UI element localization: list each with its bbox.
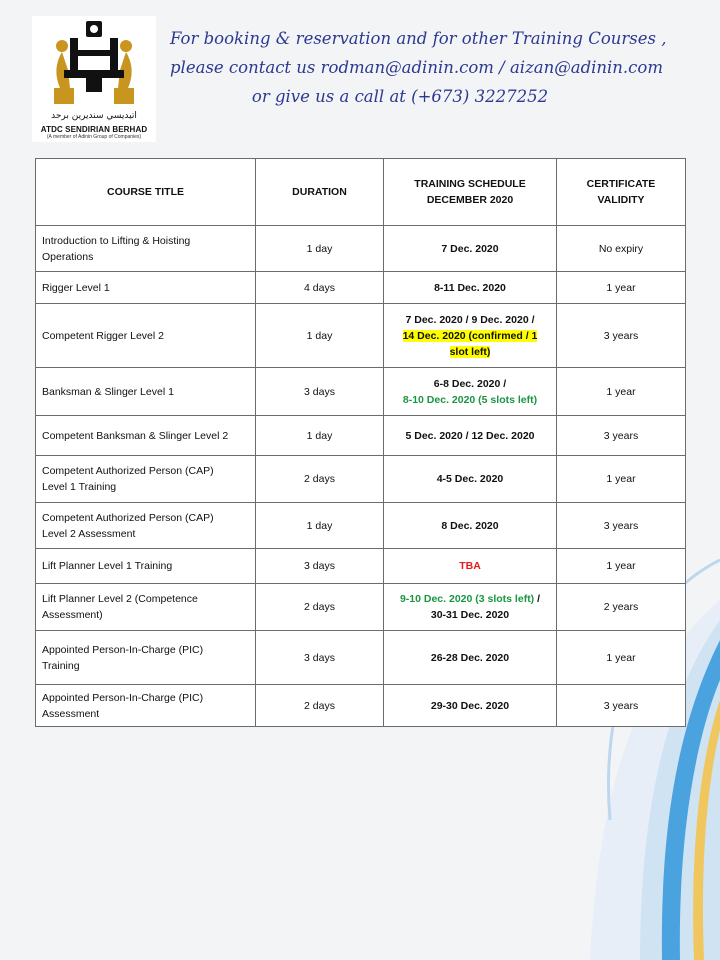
schedule-cell-tba: TBA bbox=[384, 549, 557, 584]
schedule-cell: 7 Dec. 2020 / 9 Dec. 2020 / 14 Dec. 2020 (confirmed / 1 slot left) bbox=[384, 304, 557, 368]
header-course-title: COURSE TITLE bbox=[36, 159, 256, 226]
duration-cell: 1 day bbox=[256, 503, 384, 549]
validity-cell: 1 year bbox=[557, 549, 686, 584]
header-training-schedule bbox=[384, 159, 557, 226]
validity-cell: 3 years bbox=[557, 503, 686, 549]
duration-cell: 1 day bbox=[256, 226, 384, 272]
header-schedule-line-1: TRAINING SCHEDULE bbox=[414, 178, 526, 190]
contact-line-1: For booking & reservation and for other Training Courses , bbox=[170, 29, 667, 48]
header-schedule-line-2: DECEMBER 2020 bbox=[426, 194, 514, 206]
schedule-cell: 7 Dec. 2020 bbox=[384, 226, 557, 272]
logo-tagline: (A member of Adinin Group of Companies) bbox=[46, 134, 142, 140]
slots-left-note: 8-10 Dec. 2020 (5 slots left) bbox=[402, 393, 538, 406]
table-row bbox=[36, 631, 686, 685]
table-row bbox=[36, 549, 686, 584]
schedule-cell: 4-5 Dec. 2020 bbox=[384, 456, 557, 503]
table-row bbox=[36, 456, 686, 503]
duration-cell: 1 day bbox=[256, 416, 384, 456]
schedule-cell: 5 Dec. 2020 / 12 Dec. 2020 bbox=[384, 416, 557, 456]
course-title-cell: Competent Authorized Person (CAP) Level 2 Assessment bbox=[36, 503, 256, 549]
contact-line-2: please contact us rodman@adinin.com / aizan@adinin.com bbox=[170, 58, 664, 77]
schedule-cell: 26-28 Dec. 2020 bbox=[384, 631, 557, 685]
course-title-cell: Competent Authorized Person (CAP) Level 1 Training bbox=[36, 456, 256, 503]
validity-cell: No expiry bbox=[557, 226, 686, 272]
duration-cell: 3 days bbox=[256, 368, 384, 416]
table-row bbox=[36, 503, 686, 549]
course-title-cell: Rigger Level 1 bbox=[36, 272, 256, 304]
duration-cell: 2 days bbox=[256, 685, 384, 727]
confirmed-highlight-cont: slot left) bbox=[449, 345, 491, 358]
validity-cell: 1 year bbox=[557, 272, 686, 304]
validity-cell: 3 years bbox=[557, 416, 686, 456]
table-row bbox=[36, 584, 686, 631]
header-duration: DURATION bbox=[256, 159, 384, 226]
confirmed-highlight: 14 Dec. 2020 (confirmed / 1 bbox=[402, 329, 538, 342]
duration-cell: 2 days bbox=[256, 456, 384, 503]
schedule-cell: 6-8 Dec. 2020 / 8-10 Dec. 2020 (5 slots left) bbox=[384, 368, 557, 416]
course-title-cell: Introduction to Lifting & Hoisting Operations bbox=[36, 226, 256, 272]
logo-jawi-text: اتيديسي سنديرين برحد bbox=[51, 111, 137, 121]
course-title-cell: Lift Planner Level 1 Training bbox=[36, 549, 256, 584]
training-schedule-table bbox=[35, 158, 686, 727]
validity-cell: 3 years bbox=[557, 685, 686, 727]
schedule-cell: 8-11 Dec. 2020 bbox=[384, 272, 557, 304]
course-title-cell: Lift Planner Level 2 (Competence Assessment) bbox=[36, 584, 256, 631]
duration-cell: 2 days bbox=[256, 584, 384, 631]
logo-emblem-icon bbox=[40, 18, 148, 122]
validity-cell: 1 year bbox=[557, 368, 686, 416]
table-row bbox=[36, 226, 686, 272]
duration-cell: 3 days bbox=[256, 549, 384, 584]
schedule-cell: 29-30 Dec. 2020 bbox=[384, 685, 557, 727]
contact-line-3: or give us a call at (+673) 3227252 bbox=[251, 87, 549, 106]
table-row bbox=[36, 304, 686, 368]
validity-cell: 2 years bbox=[557, 584, 686, 631]
duration-cell: 1 day bbox=[256, 304, 384, 368]
duration-cell: 4 days bbox=[256, 272, 384, 304]
header-validity-line-1: CERTIFICATE bbox=[586, 178, 656, 190]
course-title-cell: Banksman & Slinger Level 1 bbox=[36, 368, 256, 416]
header-certificate-validity bbox=[557, 159, 686, 226]
duration-cell: 3 days bbox=[256, 631, 384, 685]
table-row bbox=[36, 368, 686, 416]
schedule-cell: 8 Dec. 2020 bbox=[384, 503, 557, 549]
course-title-cell: Competent Banksman & Slinger Level 2 bbox=[36, 416, 256, 456]
slots-left-note: 9-10 Dec. 2020 (3 slots left) bbox=[399, 593, 535, 605]
course-title-cell: Appointed Person-In-Charge (PIC) Training bbox=[36, 631, 256, 685]
validity-cell: 1 year bbox=[557, 631, 686, 685]
table-row bbox=[36, 416, 686, 456]
company-logo bbox=[32, 16, 156, 142]
table-header-row bbox=[36, 159, 686, 226]
table-row bbox=[36, 272, 686, 304]
course-title-cell: Appointed Person-In-Charge (PIC) Assessment bbox=[36, 685, 256, 727]
validity-cell: 3 years bbox=[557, 304, 686, 368]
header-validity-line-2: VALIDITY bbox=[597, 194, 645, 206]
logo-company-name: ATDC SENDIRIAN BERHAD bbox=[40, 125, 148, 134]
schedule-cell: 9-10 Dec. 2020 (3 slots left) / 30-31 Dec. 2020 bbox=[384, 584, 557, 631]
contact-info bbox=[170, 24, 667, 111]
table-row bbox=[36, 685, 686, 727]
course-title-cell: Competent Rigger Level 2 bbox=[36, 304, 256, 368]
validity-cell: 1 year bbox=[557, 456, 686, 503]
